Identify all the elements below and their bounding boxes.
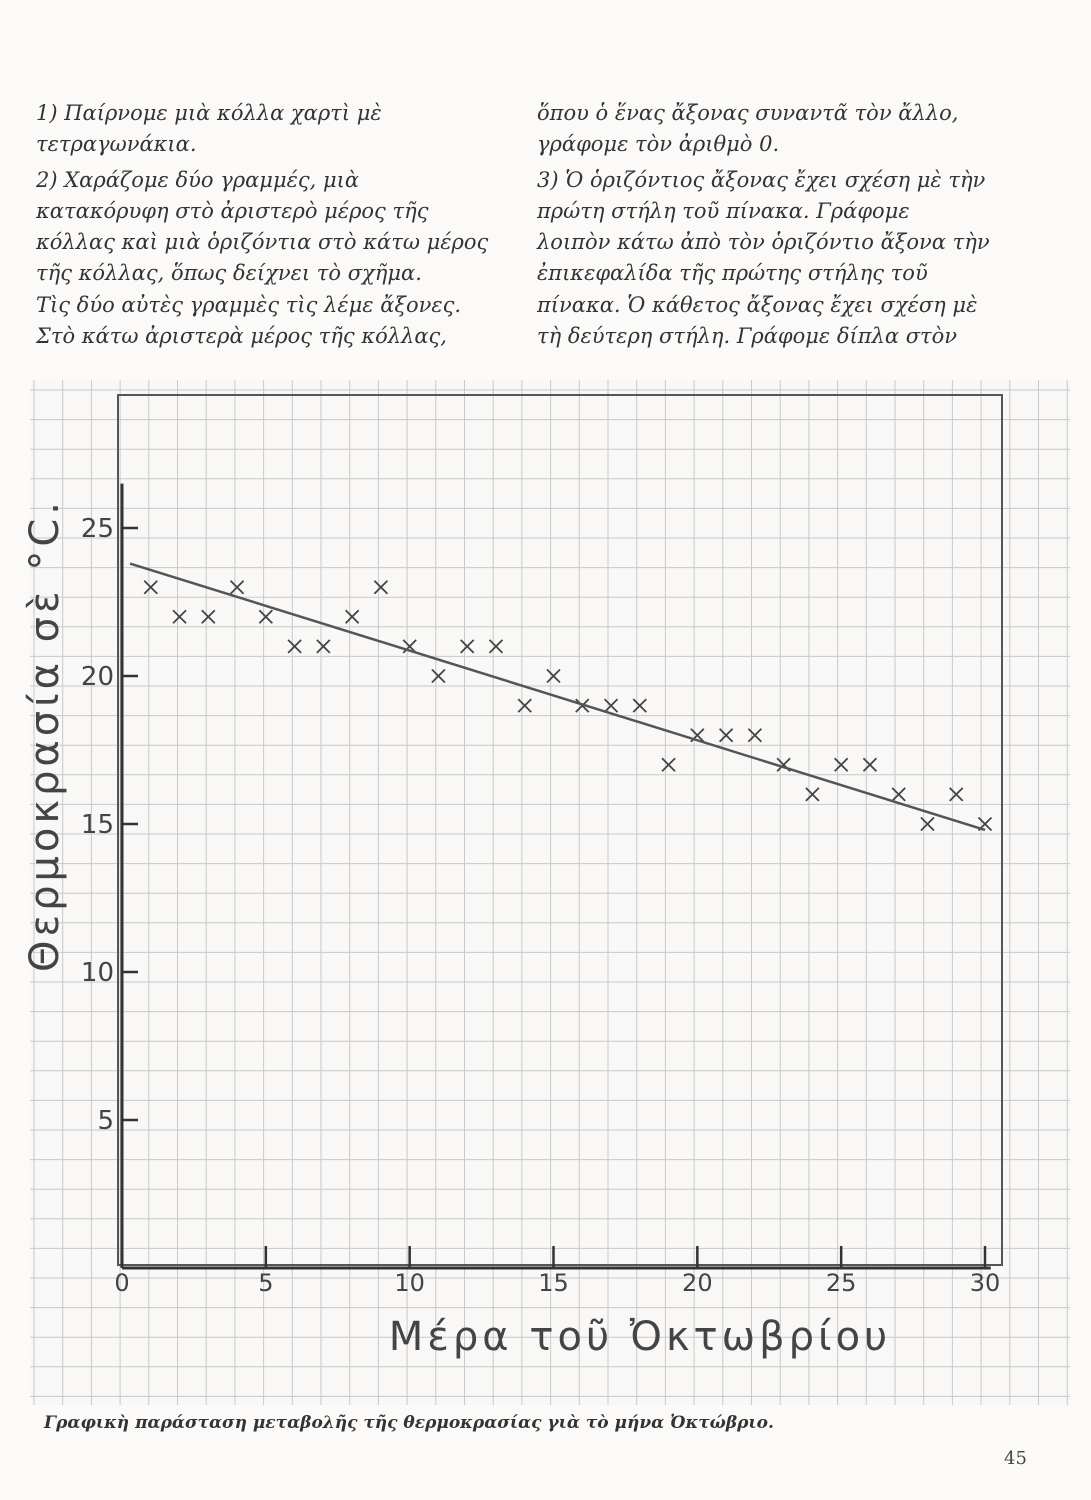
text-line: τετραγωνάκια. (36, 132, 197, 157)
page-number: 45 (1004, 1448, 1027, 1469)
x-tick-label: 20 (682, 1269, 713, 1297)
y-tick-label: 10 (80, 958, 114, 988)
text-column-right (537, 98, 1057, 352)
figure-caption: Γραφικὴ παράσταση μεταβολῆς τῆς θερμοκρασίας γιὰ τὸ μήνα Ὀκτώβριο. (44, 1413, 774, 1433)
x-tick-label: 0 (114, 1269, 130, 1297)
text-line: 2) Χαράζομε δύο γραμμές, μιὰ (36, 167, 360, 192)
y-tick-label: 20 (80, 662, 114, 692)
y-axis-label: Θερμοκρασία σὲ °C. (22, 497, 68, 973)
text-line: τῆς κόλλας, ὅπως δείχνει τὸ σχῆμα. (36, 261, 422, 286)
text-line: πρώτη στήλη τοῦ πίνακα. Γράφομε (537, 198, 910, 223)
text-line: Στὸ κάτω ἀριστερὰ μέρος τῆς κόλλας, (36, 324, 447, 349)
x-tick-label: 10 (394, 1269, 425, 1297)
text-line: κόλλας καὶ μιὰ ὁριζόντια στὸ κάτω μέρος (36, 230, 489, 255)
text-line: ἐπικεφαλίδα τῆς πρώτης στήλης τοῦ (537, 261, 928, 286)
text-column-left (36, 98, 506, 352)
y-tick-label: 5 (97, 1106, 114, 1136)
text-line: κατακόρυφη στὸ ἀριστερὸ μέρος τῆς (36, 198, 429, 223)
text-line: 1) Παίρνομε μιὰ κόλλα χαρτὶ μὲ (36, 101, 382, 125)
text-line: πίνακα. Ὁ κάθετος ἄξονας ἔχει σχέση μὲ (537, 292, 978, 317)
x-tick-label: 15 (538, 1269, 569, 1297)
x-tick-label: 5 (258, 1269, 274, 1297)
x-axis-label: Μέρα τοῦ Ὀκτωβρίου (388, 1314, 892, 1360)
text-line: 3) Ὁ ὁριζόντιος ἄξονας ἔχει σχέση μὲ τὴν (537, 167, 986, 192)
text-line: τὴ δεύτερη στήλη. Γράφομε δίπλα στὸν (537, 324, 958, 349)
x-tick-label: 25 (825, 1269, 857, 1297)
graph-paper (30, 380, 1070, 1405)
temperature-chart (0, 380, 1091, 1410)
x-tick-label: 30 (969, 1269, 1001, 1297)
text-line: γράφομε τὸν ἀριθμὸ 0. (537, 132, 780, 157)
text-line: λοιπὸν κάτω ἀπὸ τὸν ὁριζόντιο ἄξονα τὴν (537, 230, 990, 255)
y-tick-label: 15 (80, 810, 114, 840)
text-line: Τὶς δύο αὐτὲς γραμμὲς τὶς λέμε ἄξονες. (36, 292, 462, 317)
text-line: ὅπου ὁ ἕνας ἄξονας συναντᾶ τὸν ἄλλο, (537, 101, 959, 125)
y-tick-label: 25 (80, 514, 114, 544)
